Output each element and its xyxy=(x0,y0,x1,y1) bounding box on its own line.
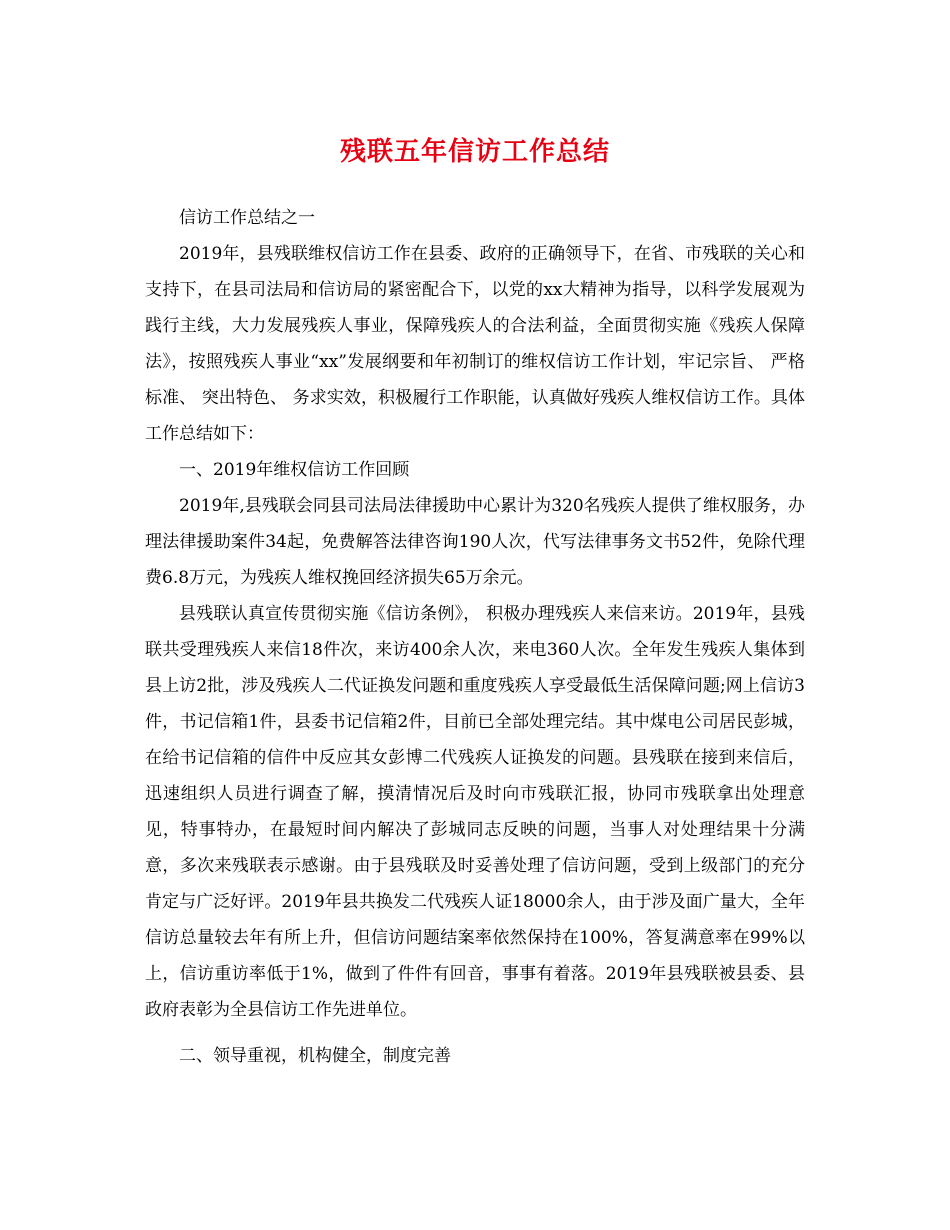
paragraph-legal-aid: 2019年,县残联会同县司法局法律援助中心累计为320名残疾人提供了维权服务，办理法律援助案件34起，免费解答法律咨询190人次，代写法律事务文书52件，免除代理费6.8万元，为残疾人维权挽回经济损失65万余元。 xyxy=(145,496,805,588)
paragraph-overview: 2019年，县残联维权信访工作在县委、政府的正确领导下，在省、市残联的关心和支持下，在县司法局和信访局的紧密配合下，以党的xx大精神为指导，以科学发展观为践行主线，大力发展残疾人事业，保障残疾人的合法利益，全面贯彻实施《残疾人保障法》，按照残疾人事业“xx”发展纲要和年初制订的维权信访工作计划，牢记宗旨、 严格标准、 突出特色、 务求实效，积极履行工作职能，认真做好残疾人维权信访工作。具体工作总结如下： xyxy=(145,244,805,444)
document-body xyxy=(145,200,805,1074)
section-heading-1: 一、2019年维权信访工作回顾 xyxy=(179,460,410,480)
document-title: 残联五年信访工作总结 xyxy=(339,137,610,167)
section-heading-2: 二、领导重视，机构健全，制度完善 xyxy=(179,1046,451,1066)
paragraph-petition-handling: 县残联认真宣传贯彻实施《信访条例》， 积极办理残疾人来信来访。2019年，县残联共受理残疾人来信18件次，来访400余人次，来电360人次。全年发生残疾人集体到县上访2批，涉及残疾人二代证换发问题和重度残疾人享受最低生活保障问题;网上信访3件，书记信箱1件，县委书记信箱2件，目前已全部处理完结。其中煤电公司居民彭城，在给书记信箱的信件中反应其女彭博二代残疾人证换发的问题。县残联在接到来信后，迅速组织人员进行调查了解，摸清情况后及时向市残联汇报，协同市残联拿出处理意见，特事特办，在最短时间内解决了彭城同志反映的问题，当事人对处理结果十分满意，多次来残联表示感谢。由于县残联及时妥善处理了信访问题，受到上级部门的充分肯定与广泛好评。2019年县共换发二代残疾人证18000余人，由于涉及面广量大，全年信访总量较去年有所上升，但信访问题结案率依然保持在100%，答复满意率在99%以上，信访重访率低于1%，做到了件件有回音，事事有着落。2019年县残联被县委、县政府表彰为全县信访工作先进单位。 xyxy=(145,604,805,1020)
paragraph-heading-intro: 信访工作总结之一 xyxy=(179,208,315,228)
